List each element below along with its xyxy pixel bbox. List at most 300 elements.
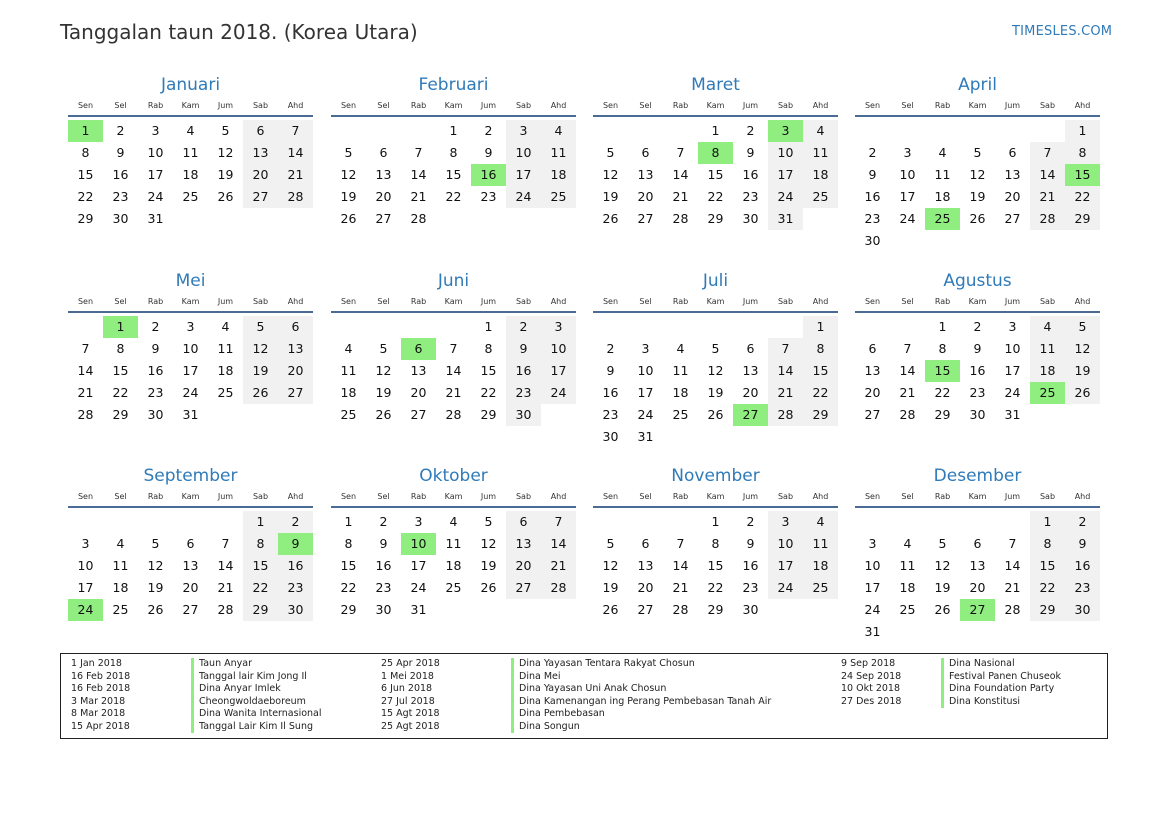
day-cell[interactable]: 25: [217, 385, 234, 400]
day-cell[interactable]: 10: [768, 533, 803, 555]
day-cell[interactable]: 16: [602, 385, 619, 400]
day-cell[interactable]: 28: [768, 404, 803, 426]
day-cell[interactable]: 1: [1030, 511, 1065, 533]
day-cell[interactable]: 16: [112, 167, 129, 182]
day-cell[interactable]: 27: [506, 577, 541, 599]
day-cell[interactable]: 29: [707, 602, 724, 617]
day-cell[interactable]: 10: [637, 363, 654, 378]
day-cell[interactable]: 12: [602, 558, 619, 573]
day-cell[interactable]: 9: [379, 536, 388, 551]
day-cell[interactable]: 24: [637, 407, 654, 422]
day-cell[interactable]: 5: [1065, 316, 1100, 338]
day-cell[interactable]: 4: [903, 536, 912, 551]
day-cell[interactable]: 7: [676, 536, 685, 551]
holiday-day-cell[interactable]: 6: [401, 338, 436, 360]
day-cell[interactable]: 20: [637, 189, 654, 204]
day-cell[interactable]: 24: [768, 577, 803, 599]
day-cell[interactable]: 1: [711, 123, 720, 138]
day-cell[interactable]: 18: [182, 167, 199, 182]
day-cell[interactable]: 30: [278, 599, 313, 621]
day-cell[interactable]: 24: [147, 189, 164, 204]
day-cell[interactable]: 24: [410, 580, 427, 595]
day-cell[interactable]: 2: [746, 123, 755, 138]
day-cell[interactable]: 6: [641, 145, 650, 160]
day-cell[interactable]: 7: [221, 536, 230, 551]
day-cell[interactable]: 10: [899, 167, 916, 182]
day-cell[interactable]: 2: [1065, 511, 1100, 533]
day-cell[interactable]: 16: [742, 558, 759, 573]
day-cell[interactable]: 29: [803, 404, 838, 426]
day-cell[interactable]: 22: [707, 580, 724, 595]
day-cell[interactable]: 30: [742, 602, 759, 617]
day-cell[interactable]: 4: [221, 319, 230, 334]
day-cell[interactable]: 25: [445, 580, 462, 595]
day-cell[interactable]: 14: [77, 363, 94, 378]
day-cell[interactable]: 23: [375, 580, 392, 595]
day-cell[interactable]: 28: [899, 407, 916, 422]
day-cell[interactable]: 5: [151, 536, 160, 551]
day-cell[interactable]: 2: [116, 123, 125, 138]
day-cell[interactable]: 26: [969, 211, 986, 226]
day-cell[interactable]: 31: [864, 624, 881, 639]
day-cell[interactable]: 3: [151, 123, 160, 138]
day-cell[interactable]: 14: [410, 167, 427, 182]
day-cell[interactable]: 7: [449, 341, 458, 356]
day-cell[interactable]: 17: [768, 164, 803, 186]
day-cell[interactable]: 27: [182, 602, 199, 617]
day-cell[interactable]: 3: [541, 316, 576, 338]
day-cell[interactable]: 27: [637, 211, 654, 226]
day-cell[interactable]: 23: [480, 189, 497, 204]
day-cell[interactable]: 6: [746, 341, 755, 356]
day-cell[interactable]: 12: [969, 167, 986, 182]
day-cell[interactable]: 28: [278, 186, 313, 208]
day-cell[interactable]: 8: [449, 145, 458, 160]
day-cell[interactable]: 29: [934, 407, 951, 422]
day-cell[interactable]: 10: [541, 338, 576, 360]
day-cell[interactable]: 21: [541, 555, 576, 577]
day-cell[interactable]: 27: [864, 407, 881, 422]
day-cell[interactable]: 19: [147, 580, 164, 595]
day-cell[interactable]: 31: [147, 211, 164, 226]
day-cell[interactable]: 5: [606, 145, 615, 160]
day-cell[interactable]: 15: [707, 167, 724, 182]
day-cell[interactable]: 13: [182, 558, 199, 573]
day-cell[interactable]: 3: [641, 341, 650, 356]
day-cell[interactable]: 4: [541, 120, 576, 142]
day-cell[interactable]: 25: [340, 407, 357, 422]
holiday-day-cell[interactable]: 24: [68, 599, 103, 621]
day-cell[interactable]: 22: [112, 385, 129, 400]
day-cell[interactable]: 15: [480, 363, 497, 378]
holiday-day-cell[interactable]: 27: [960, 599, 995, 621]
day-cell[interactable]: 18: [934, 189, 951, 204]
day-cell[interactable]: 11: [445, 536, 462, 551]
day-cell[interactable]: 15: [243, 555, 278, 577]
day-cell[interactable]: 4: [186, 123, 195, 138]
holiday-day-cell[interactable]: 3: [768, 120, 803, 142]
day-cell[interactable]: 20: [410, 385, 427, 400]
day-cell[interactable]: 24: [506, 186, 541, 208]
day-cell[interactable]: 23: [112, 189, 129, 204]
day-cell[interactable]: 19: [1065, 360, 1100, 382]
day-cell[interactable]: 27: [637, 602, 654, 617]
day-cell[interactable]: 3: [1008, 319, 1017, 334]
holiday-day-cell[interactable]: 15: [1065, 164, 1100, 186]
day-cell[interactable]: 15: [340, 558, 357, 573]
day-cell[interactable]: 15: [445, 167, 462, 182]
day-cell[interactable]: 15: [707, 558, 724, 573]
day-cell[interactable]: 3: [506, 120, 541, 142]
day-cell[interactable]: 10: [768, 142, 803, 164]
day-cell[interactable]: 13: [637, 167, 654, 182]
day-cell[interactable]: 6: [243, 120, 278, 142]
day-cell[interactable]: 7: [81, 341, 90, 356]
day-cell[interactable]: 22: [934, 385, 951, 400]
day-cell[interactable]: 5: [344, 145, 353, 160]
day-cell[interactable]: 16: [742, 167, 759, 182]
day-cell[interactable]: 5: [379, 341, 388, 356]
day-cell[interactable]: 1: [711, 514, 720, 529]
day-cell[interactable]: 28: [445, 407, 462, 422]
day-cell[interactable]: 12: [934, 558, 951, 573]
day-cell[interactable]: 20: [182, 580, 199, 595]
day-cell[interactable]: 16: [864, 189, 881, 204]
day-cell[interactable]: 9: [746, 145, 755, 160]
day-cell[interactable]: 13: [506, 533, 541, 555]
day-cell[interactable]: 16: [278, 555, 313, 577]
day-cell[interactable]: 19: [480, 558, 497, 573]
day-cell[interactable]: 3: [903, 145, 912, 160]
day-cell[interactable]: 31: [768, 208, 803, 230]
day-cell[interactable]: 17: [864, 580, 881, 595]
day-cell[interactable]: 2: [746, 514, 755, 529]
day-cell[interactable]: 25: [541, 186, 576, 208]
day-cell[interactable]: 7: [414, 145, 423, 160]
day-cell[interactable]: 22: [803, 382, 838, 404]
day-cell[interactable]: 23: [602, 407, 619, 422]
day-cell[interactable]: 19: [375, 385, 392, 400]
day-cell[interactable]: 26: [934, 602, 951, 617]
day-cell[interactable]: 14: [1030, 164, 1065, 186]
day-cell[interactable]: 16: [1065, 555, 1100, 577]
day-cell[interactable]: 27: [410, 407, 427, 422]
day-cell[interactable]: 21: [768, 382, 803, 404]
day-cell[interactable]: 11: [803, 142, 838, 164]
day-cell[interactable]: 21: [672, 580, 689, 595]
day-cell[interactable]: 7: [1008, 536, 1017, 551]
day-cell[interactable]: 9: [973, 341, 982, 356]
day-cell[interactable]: 14: [541, 533, 576, 555]
day-cell[interactable]: 8: [344, 536, 353, 551]
day-cell[interactable]: 7: [278, 120, 313, 142]
day-cell[interactable]: 24: [864, 602, 881, 617]
day-cell[interactable]: 13: [969, 558, 986, 573]
day-cell[interactable]: 17: [637, 385, 654, 400]
day-cell[interactable]: 30: [602, 429, 619, 444]
day-cell[interactable]: 14: [672, 167, 689, 182]
day-cell[interactable]: 12: [1065, 338, 1100, 360]
day-cell[interactable]: 26: [375, 407, 392, 422]
day-cell[interactable]: 9: [506, 338, 541, 360]
day-cell[interactable]: 31: [637, 429, 654, 444]
day-cell[interactable]: 8: [116, 341, 125, 356]
day-cell[interactable]: 9: [868, 167, 877, 182]
holiday-day-cell[interactable]: 9: [278, 533, 313, 555]
day-cell[interactable]: 30: [742, 211, 759, 226]
day-cell[interactable]: 13: [410, 363, 427, 378]
day-cell[interactable]: 11: [541, 142, 576, 164]
day-cell[interactable]: 9: [151, 341, 160, 356]
day-cell[interactable]: 29: [243, 599, 278, 621]
day-cell[interactable]: 23: [969, 385, 986, 400]
day-cell[interactable]: 20: [506, 555, 541, 577]
day-cell[interactable]: 23: [147, 385, 164, 400]
day-cell[interactable]: 1: [803, 316, 838, 338]
day-cell[interactable]: 18: [112, 580, 129, 595]
day-cell[interactable]: 29: [707, 211, 724, 226]
day-cell[interactable]: 26: [147, 602, 164, 617]
day-cell[interactable]: 18: [340, 385, 357, 400]
day-cell[interactable]: 31: [1004, 407, 1021, 422]
day-cell[interactable]: 8: [484, 341, 493, 356]
day-cell[interactable]: 29: [340, 602, 357, 617]
day-cell[interactable]: 28: [77, 407, 94, 422]
day-cell[interactable]: 18: [899, 580, 916, 595]
day-cell[interactable]: 5: [606, 536, 615, 551]
day-cell[interactable]: 15: [803, 360, 838, 382]
day-cell[interactable]: 15: [77, 167, 94, 182]
day-cell[interactable]: 6: [868, 341, 877, 356]
holiday-day-cell[interactable]: 27: [733, 404, 768, 426]
day-cell[interactable]: 9: [1065, 533, 1100, 555]
day-cell[interactable]: 14: [278, 142, 313, 164]
day-cell[interactable]: 24: [182, 385, 199, 400]
day-cell[interactable]: 4: [344, 341, 353, 356]
day-cell[interactable]: 3: [768, 511, 803, 533]
day-cell[interactable]: 20: [864, 385, 881, 400]
day-cell[interactable]: 13: [637, 558, 654, 573]
day-cell[interactable]: 8: [1065, 142, 1100, 164]
day-cell[interactable]: 4: [449, 514, 458, 529]
day-cell[interactable]: 17: [1004, 363, 1021, 378]
day-cell[interactable]: 21: [672, 189, 689, 204]
day-cell[interactable]: 3: [868, 536, 877, 551]
day-cell[interactable]: 4: [803, 120, 838, 142]
day-cell[interactable]: 19: [969, 189, 986, 204]
day-cell[interactable]: 13: [243, 142, 278, 164]
day-cell[interactable]: 19: [934, 580, 951, 595]
day-cell[interactable]: 30: [112, 211, 129, 226]
day-cell[interactable]: 15: [112, 363, 129, 378]
day-cell[interactable]: 22: [707, 189, 724, 204]
day-cell[interactable]: 24: [768, 186, 803, 208]
day-cell[interactable]: 12: [147, 558, 164, 573]
site-link[interactable]: TIMESLES.COM: [1012, 24, 1113, 39]
day-cell[interactable]: 10: [182, 341, 199, 356]
day-cell[interactable]: 22: [1030, 577, 1065, 599]
day-cell[interactable]: 6: [1008, 145, 1017, 160]
day-cell[interactable]: 16: [506, 360, 541, 382]
day-cell[interactable]: 29: [480, 407, 497, 422]
day-cell[interactable]: 25: [899, 602, 916, 617]
day-cell[interactable]: 20: [375, 189, 392, 204]
day-cell[interactable]: 21: [1030, 186, 1065, 208]
day-cell[interactable]: 4: [938, 145, 947, 160]
day-cell[interactable]: 26: [602, 602, 619, 617]
day-cell[interactable]: 10: [77, 558, 94, 573]
day-cell[interactable]: 2: [606, 341, 615, 356]
day-cell[interactable]: 31: [410, 602, 427, 617]
day-cell[interactable]: 23: [506, 382, 541, 404]
day-cell[interactable]: 17: [147, 167, 164, 182]
holiday-day-cell[interactable]: 25: [925, 208, 960, 230]
day-cell[interactable]: 10: [147, 145, 164, 160]
day-cell[interactable]: 12: [375, 363, 392, 378]
day-cell[interactable]: 12: [707, 363, 724, 378]
day-cell[interactable]: 23: [278, 577, 313, 599]
day-cell[interactable]: 1: [1065, 120, 1100, 142]
day-cell[interactable]: 14: [672, 558, 689, 573]
day-cell[interactable]: 25: [672, 407, 689, 422]
day-cell[interactable]: 1: [344, 514, 353, 529]
day-cell[interactable]: 17: [182, 363, 199, 378]
day-cell[interactable]: 26: [340, 211, 357, 226]
day-cell[interactable]: 23: [1065, 577, 1100, 599]
day-cell[interactable]: 24: [899, 211, 916, 226]
day-cell[interactable]: 1: [243, 511, 278, 533]
day-cell[interactable]: 30: [147, 407, 164, 422]
day-cell[interactable]: 26: [707, 407, 724, 422]
day-cell[interactable]: 11: [934, 167, 951, 182]
day-cell[interactable]: 26: [243, 382, 278, 404]
day-cell[interactable]: 16: [969, 363, 986, 378]
day-cell[interactable]: 29: [77, 211, 94, 226]
day-cell[interactable]: 19: [217, 167, 234, 182]
day-cell[interactable]: 5: [221, 123, 230, 138]
day-cell[interactable]: 21: [278, 164, 313, 186]
day-cell[interactable]: 27: [375, 211, 392, 226]
day-cell[interactable]: 5: [484, 514, 493, 529]
day-cell[interactable]: 24: [541, 382, 576, 404]
day-cell[interactable]: 21: [1004, 580, 1021, 595]
day-cell[interactable]: 8: [243, 533, 278, 555]
day-cell[interactable]: 8: [711, 536, 720, 551]
day-cell[interactable]: 1: [484, 319, 493, 334]
day-cell[interactable]: 11: [217, 341, 234, 356]
day-cell[interactable]: 14: [445, 363, 462, 378]
day-cell[interactable]: 18: [803, 164, 838, 186]
day-cell[interactable]: 30: [864, 233, 881, 248]
day-cell[interactable]: 8: [81, 145, 90, 160]
day-cell[interactable]: 16: [375, 558, 392, 573]
day-cell[interactable]: 4: [1030, 316, 1065, 338]
holiday-day-cell[interactable]: 8: [698, 142, 733, 164]
day-cell[interactable]: 28: [672, 602, 689, 617]
day-cell[interactable]: 25: [803, 186, 838, 208]
day-cell[interactable]: 9: [116, 145, 125, 160]
day-cell[interactable]: 12: [243, 338, 278, 360]
day-cell[interactable]: 7: [676, 145, 685, 160]
day-cell[interactable]: 14: [768, 360, 803, 382]
day-cell[interactable]: 20: [1004, 189, 1021, 204]
day-cell[interactable]: 5: [243, 316, 278, 338]
day-cell[interactable]: 13: [375, 167, 392, 182]
day-cell[interactable]: 27: [278, 382, 313, 404]
day-cell[interactable]: 11: [1030, 338, 1065, 360]
day-cell[interactable]: 3: [186, 319, 195, 334]
day-cell[interactable]: 10: [1004, 341, 1021, 356]
day-cell[interactable]: 25: [112, 602, 129, 617]
day-cell[interactable]: 20: [637, 580, 654, 595]
day-cell[interactable]: 30: [1065, 599, 1100, 621]
holiday-day-cell[interactable]: 1: [103, 316, 138, 338]
holiday-day-cell[interactable]: 25: [1030, 382, 1065, 404]
day-cell[interactable]: 13: [864, 363, 881, 378]
day-cell[interactable]: 14: [899, 363, 916, 378]
day-cell[interactable]: 23: [742, 580, 759, 595]
day-cell[interactable]: 20: [243, 164, 278, 186]
day-cell[interactable]: 22: [445, 189, 462, 204]
holiday-day-cell[interactable]: 16: [471, 164, 506, 186]
day-cell[interactable]: 13: [742, 363, 759, 378]
day-cell[interactable]: 8: [1030, 533, 1065, 555]
day-cell[interactable]: 8: [803, 338, 838, 360]
day-cell[interactable]: 11: [112, 558, 129, 573]
day-cell[interactable]: 30: [375, 602, 392, 617]
day-cell[interactable]: 2: [868, 145, 877, 160]
day-cell[interactable]: 18: [803, 555, 838, 577]
day-cell[interactable]: 21: [445, 385, 462, 400]
day-cell[interactable]: 17: [410, 558, 427, 573]
day-cell[interactable]: 22: [340, 580, 357, 595]
day-cell[interactable]: 5: [938, 536, 947, 551]
holiday-day-cell[interactable]: 1: [68, 120, 103, 142]
day-cell[interactable]: 12: [480, 536, 497, 551]
day-cell[interactable]: 26: [217, 189, 234, 204]
day-cell[interactable]: 4: [116, 536, 125, 551]
day-cell[interactable]: 7: [1030, 142, 1065, 164]
day-cell[interactable]: 19: [340, 189, 357, 204]
day-cell[interactable]: 22: [1065, 186, 1100, 208]
day-cell[interactable]: 4: [676, 341, 685, 356]
day-cell[interactable]: 7: [541, 511, 576, 533]
day-cell[interactable]: 28: [410, 211, 427, 226]
day-cell[interactable]: 14: [217, 558, 234, 573]
day-cell[interactable]: 12: [217, 145, 234, 160]
day-cell[interactable]: 6: [186, 536, 195, 551]
day-cell[interactable]: 28: [541, 577, 576, 599]
day-cell[interactable]: 20: [278, 360, 313, 382]
day-cell[interactable]: 28: [1030, 208, 1065, 230]
day-cell[interactable]: 13: [278, 338, 313, 360]
day-cell[interactable]: 17: [768, 555, 803, 577]
day-cell[interactable]: 3: [81, 536, 90, 551]
day-cell[interactable]: 24: [1004, 385, 1021, 400]
day-cell[interactable]: 28: [217, 602, 234, 617]
day-cell[interactable]: 10: [506, 142, 541, 164]
day-cell[interactable]: 6: [641, 536, 650, 551]
day-cell[interactable]: 21: [899, 385, 916, 400]
day-cell[interactable]: 22: [243, 577, 278, 599]
day-cell[interactable]: 4: [803, 511, 838, 533]
day-cell[interactable]: 19: [243, 360, 278, 382]
day-cell[interactable]: 6: [506, 511, 541, 533]
day-cell[interactable]: 11: [182, 145, 199, 160]
day-cell[interactable]: 21: [217, 580, 234, 595]
day-cell[interactable]: 23: [742, 189, 759, 204]
day-cell[interactable]: 11: [803, 533, 838, 555]
